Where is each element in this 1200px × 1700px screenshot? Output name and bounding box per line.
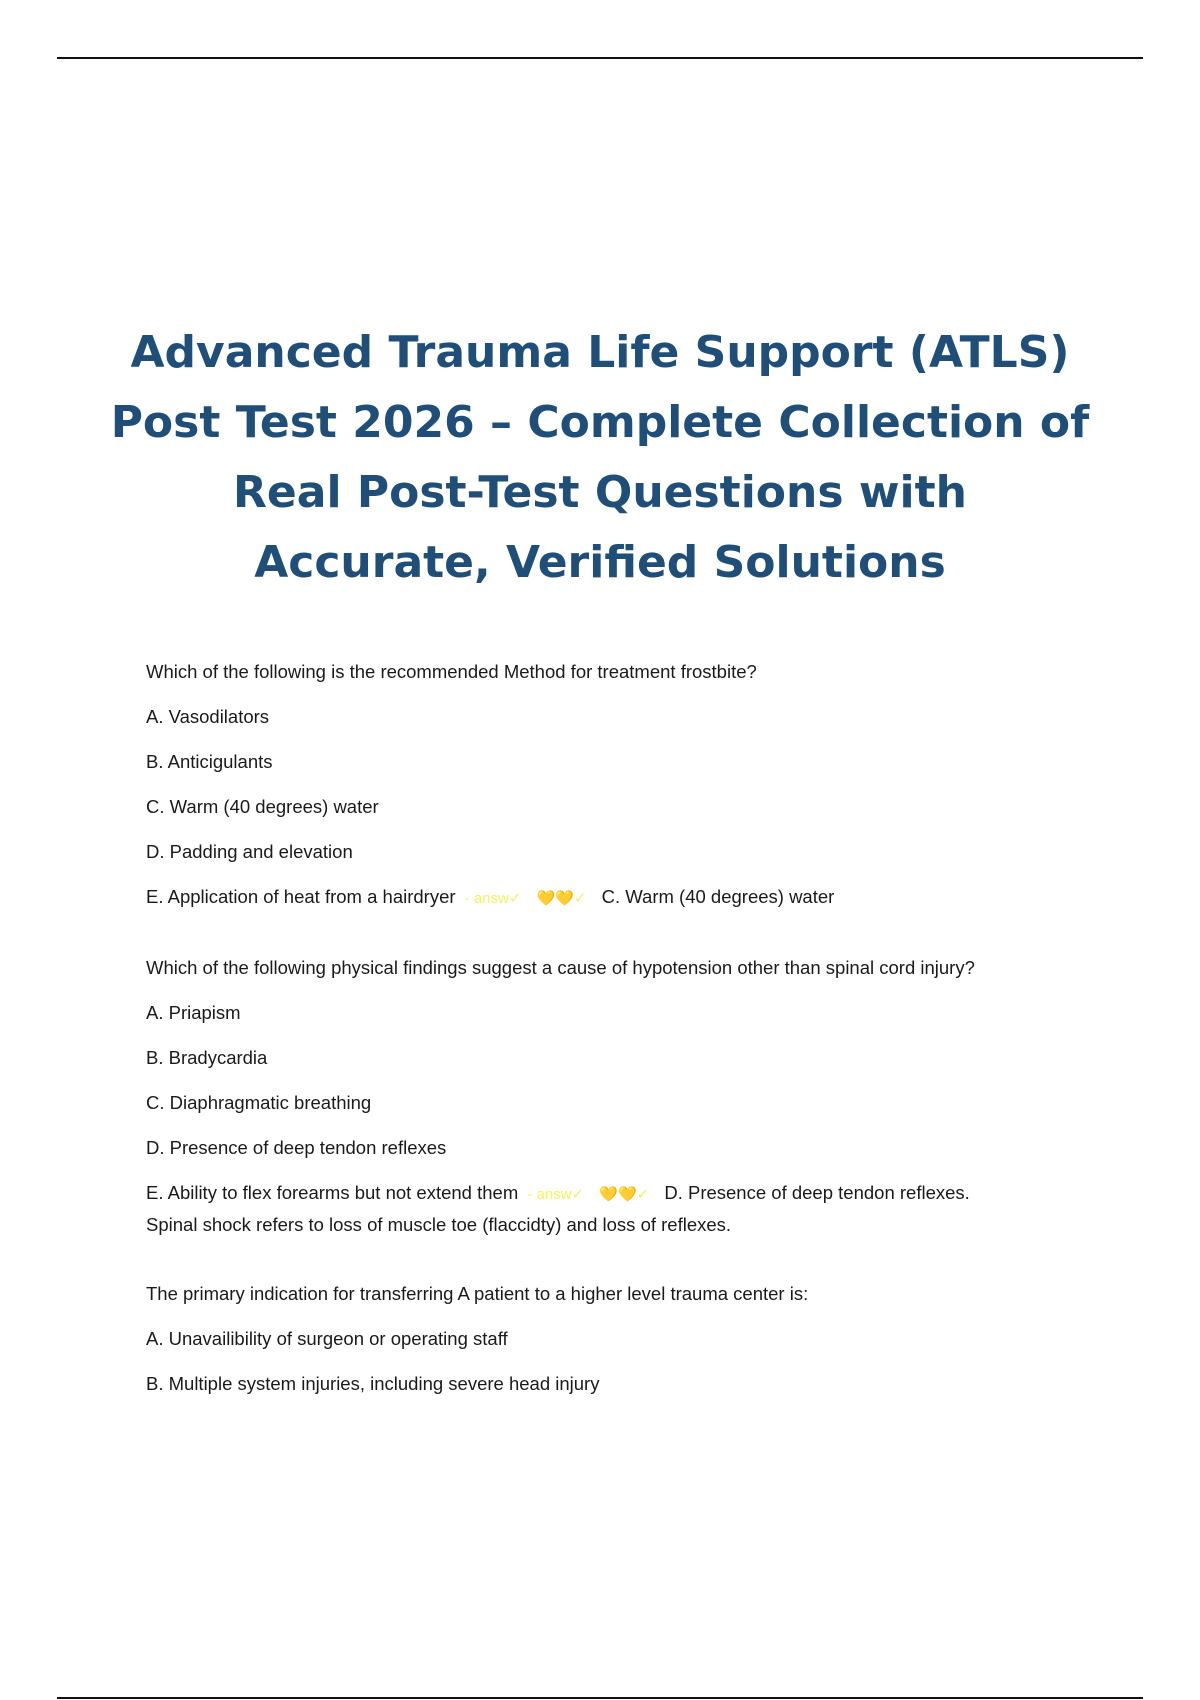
bottom-rule <box>57 1697 1143 1699</box>
top-rule <box>57 57 1143 59</box>
question-text: The primary indication for transferring A patient to a higher level trauma center is: <box>146 1283 809 1304</box>
option-e-with-answer <box>146 1181 1106 1207</box>
answer-hearts-icon: 💛💛✓ <box>599 1186 650 1203</box>
question-block-2 <box>146 956 1106 1237</box>
question-block-1 <box>146 660 1106 911</box>
answer-marker: - answ✓ <box>527 1186 585 1203</box>
option-d: D. Padding and elevation <box>146 841 353 862</box>
question-list <box>146 660 1106 1441</box>
option-d: D. Presence of deep tendon reflexes <box>146 1137 447 1158</box>
question-text: Which of the following physical findings suggest a cause of hypotension other than spinal cord injury? <box>146 957 975 978</box>
option-a: A. Unavailibility of surgeon or operating staff <box>146 1328 508 1349</box>
option-b: B. Multiple system injuries, including severe head injury <box>146 1373 600 1394</box>
option-b: B. Anticigulants <box>146 751 273 772</box>
document-title: Advanced Trauma Life Support (ATLS) Post Test 2026 – Complete Collection of Real Post-Test Questions with Accurate, Verified Solutions <box>110 327 1090 588</box>
option-c: C. Diaphragmatic breathing <box>146 1092 372 1113</box>
option-e: E. Ability to flex forearms but not extend them <box>146 1182 519 1203</box>
option-a: A. Vasodilators <box>146 706 270 727</box>
option-a: A. Priapism <box>146 1002 241 1023</box>
question-block-3 <box>146 1282 1106 1396</box>
option-b: B. Bradycardia <box>146 1047 268 1068</box>
option-c: C. Warm (40 degrees) water <box>146 796 379 817</box>
option-e: E. Application of heat from a hairdryer <box>146 886 456 907</box>
answer-text: D. Presence of deep tendon reflexes. <box>664 1182 970 1203</box>
answer-marker: - answ✓ <box>464 890 522 907</box>
answer-explanation: Spinal shock refers to loss of muscle toe (flaccidty) and loss of reflexes. <box>146 1214 732 1235</box>
answer-text: C. Warm (40 degrees) water <box>601 886 835 907</box>
option-e-with-answer <box>146 885 1106 911</box>
question-text: Which of the following is the recommended Method for treatment frostbite? <box>146 661 757 682</box>
answer-hearts-icon: 💛💛✓ <box>536 890 587 907</box>
